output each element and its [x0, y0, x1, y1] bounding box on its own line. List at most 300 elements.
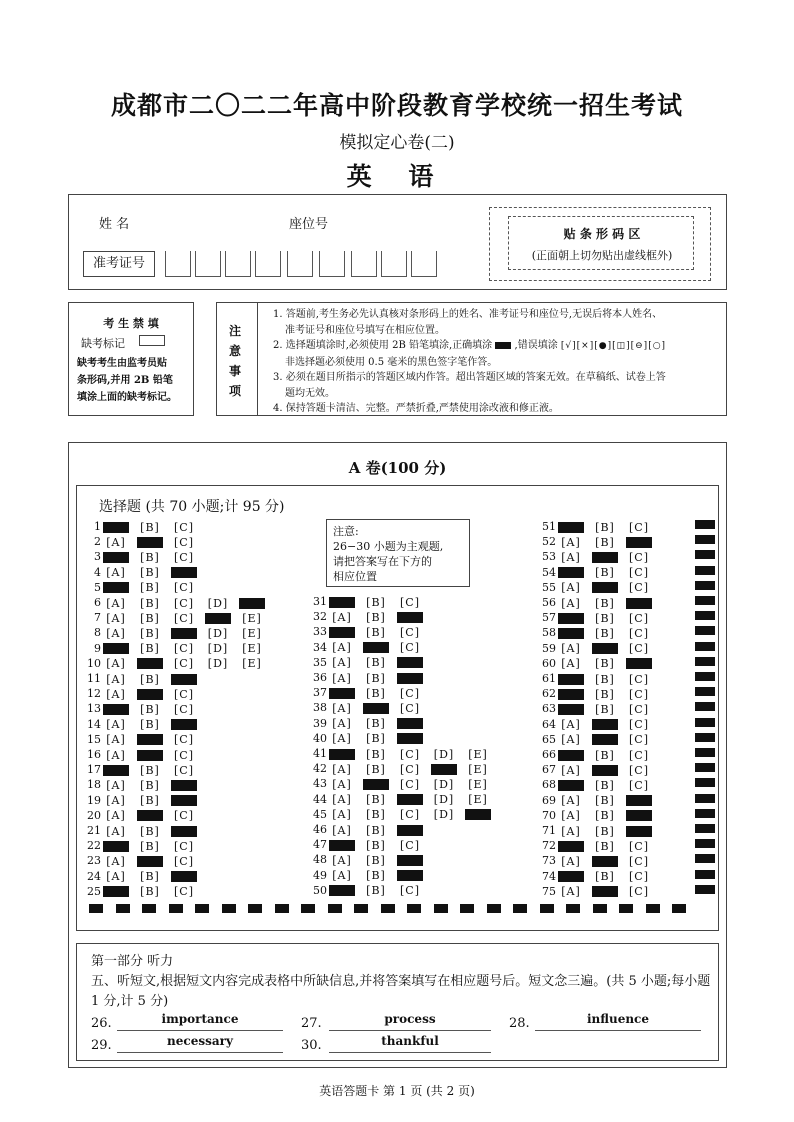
- timing-mark: [695, 550, 715, 559]
- listening-part-title: 第一部分 听力: [91, 954, 174, 969]
- option-bubble-C[interactable]: [171, 826, 197, 837]
- option-bubble-C[interactable]: [171, 795, 197, 806]
- option-bubble-E[interactable]: [E]: [468, 747, 488, 761]
- timing-mark: [646, 904, 660, 913]
- option-bubble-D[interactable]: [D]: [433, 793, 455, 807]
- option-bubble-E[interactable]: [E]: [242, 657, 262, 671]
- option-bubble-B[interactable]: [B]: [140, 626, 160, 640]
- option-bubble-C[interactable]: [C]: [174, 520, 194, 534]
- option-bubble-A[interactable]: [A]: [106, 794, 126, 808]
- option-bubble-C[interactable]: [C]: [629, 687, 649, 701]
- option-bubble-A[interactable]: [558, 613, 584, 624]
- question-number: 34: [313, 640, 327, 654]
- option-bubble-B[interactable]: [B]: [140, 824, 160, 838]
- question-row-37: [303, 686, 431, 700]
- option-bubble-B[interactable]: [B]: [366, 717, 386, 731]
- option-bubble-C[interactable]: [C]: [400, 701, 420, 715]
- option-bubble-C[interactable]: [626, 658, 652, 669]
- option-bubble-C[interactable]: [626, 537, 652, 548]
- option-bubble-A[interactable]: [A]: [106, 870, 126, 884]
- question-row-63: [532, 702, 660, 716]
- option-bubble-B[interactable]: [B]: [366, 625, 386, 639]
- option-bubble-C[interactable]: [171, 719, 197, 730]
- option-bubble-C[interactable]: [C]: [629, 626, 649, 640]
- question-row-55: [532, 581, 660, 595]
- option-bubble-A[interactable]: [A]: [106, 824, 126, 838]
- option-bubble-C[interactable]: [C]: [629, 550, 649, 564]
- option-bubble-C[interactable]: [C]: [629, 581, 649, 595]
- option-bubble-A[interactable]: [A]: [332, 823, 352, 837]
- question-number: 51: [542, 520, 556, 533]
- option-bubble-A[interactable]: [329, 840, 355, 851]
- option-bubble-A[interactable]: [A]: [561, 733, 581, 747]
- question-row-3: [77, 550, 205, 564]
- option-bubble-B[interactable]: [B]: [595, 778, 615, 792]
- option-bubble-E[interactable]: [E]: [242, 626, 262, 640]
- option-bubble-A[interactable]: [329, 597, 355, 608]
- option-bubble-C[interactable]: [C]: [400, 808, 420, 822]
- option-bubble-C[interactable]: [C]: [174, 687, 194, 701]
- option-bubble-B[interactable]: [363, 703, 389, 714]
- option-bubble-A[interactable]: [558, 522, 584, 533]
- option-bubble-C[interactable]: [C]: [174, 763, 194, 777]
- option-bubble-A[interactable]: [A]: [332, 777, 352, 791]
- option-bubble-C[interactable]: [C]: [400, 625, 420, 639]
- option-bubble-C[interactable]: [C]: [174, 611, 194, 625]
- question-row-7: [77, 611, 273, 625]
- timing-mark: [116, 904, 130, 913]
- option-bubble-A[interactable]: [103, 765, 129, 776]
- question-number: 55: [542, 580, 556, 594]
- option-bubble-B[interactable]: [592, 719, 618, 730]
- option-bubble-B[interactable]: [B]: [366, 869, 386, 883]
- option-bubble-A[interactable]: [A]: [106, 596, 126, 610]
- option-bubble-B[interactable]: [B]: [366, 762, 386, 776]
- option-bubble-A[interactable]: [103, 582, 129, 593]
- question-row-35: [303, 656, 431, 670]
- option-bubble-A[interactable]: [A]: [332, 701, 352, 715]
- bubble-column-3: [532, 520, 712, 900]
- option-bubble-B[interactable]: [137, 750, 163, 761]
- question-row-52: [532, 535, 660, 549]
- option-bubble-C[interactable]: [C]: [174, 809, 194, 823]
- question-number: 24: [87, 869, 101, 883]
- option-bubble-C[interactable]: [397, 825, 423, 836]
- option-bubble-C[interactable]: [C]: [400, 884, 420, 898]
- option-bubble-B[interactable]: [B]: [595, 748, 615, 762]
- option-bubble-C[interactable]: [C]: [174, 581, 194, 595]
- option-bubble-A[interactable]: [A]: [561, 824, 581, 838]
- option-bubble-B[interactable]: [B]: [140, 672, 160, 686]
- option-bubble-C[interactable]: [C]: [174, 535, 194, 549]
- question-number: 68: [542, 778, 556, 792]
- notes-text: 1. 答题前,考生务必先认真核对条形码上的姓名、准考证号和座位号,无误后将本人姓名、 准考证号和座位号填写在相应位置。 2. 选择题填涂时,必须使用 2B 铅笔填涂,正确填涂 ,错误填涂 [√][×][●][◫][⊖][○] 非选择题必须使用 0.5 毫米的黑色签字笔作答。 3. 必须在题目所指示的答题区域内作答。超出答题区域的答案无效。在草稿纸、试卷上答 题均无效。 4. 保持答题卡清洁、完整。严禁折叠,严禁使用涂改液和修正液。: [273, 309, 667, 414]
- option-bubble-D[interactable]: [D]: [433, 747, 455, 761]
- option-bubble-A[interactable]: [558, 628, 584, 639]
- option-bubble-C[interactable]: [C]: [629, 718, 649, 732]
- option-bubble-C[interactable]: [C]: [174, 702, 194, 716]
- option-bubble-C[interactable]: [C]: [629, 566, 649, 580]
- question-number: 52: [542, 535, 556, 549]
- option-bubble-C[interactable]: [626, 598, 652, 609]
- answer-26-field[interactable]: importance: [117, 1012, 283, 1031]
- option-bubble-A[interactable]: [558, 871, 584, 882]
- option-bubble-A[interactable]: [558, 567, 584, 578]
- option-bubble-C[interactable]: [C]: [174, 854, 194, 868]
- option-bubble-A[interactable]: [A]: [561, 596, 581, 610]
- question-number: 13: [87, 702, 101, 716]
- option-bubble-C[interactable]: [171, 567, 197, 578]
- option-bubble-C[interactable]: [397, 794, 423, 805]
- option-bubble-B[interactable]: [B]: [140, 550, 160, 564]
- option-bubble-B[interactable]: [B]: [595, 520, 615, 534]
- option-bubble-B[interactable]: [B]: [366, 686, 386, 700]
- option-bubble-C[interactable]: [C]: [174, 839, 194, 853]
- option-bubble-D[interactable]: [205, 613, 231, 624]
- option-bubble-C[interactable]: [C]: [629, 885, 649, 899]
- option-bubble-A[interactable]: [558, 841, 584, 852]
- option-bubble-B[interactable]: [B]: [140, 611, 160, 625]
- option-bubble-B[interactable]: [B]: [366, 808, 386, 822]
- option-bubble-C[interactable]: [626, 810, 652, 821]
- option-bubble-A[interactable]: [A]: [561, 657, 581, 671]
- option-bubble-E[interactable]: [E]: [468, 793, 488, 807]
- answer-30-field[interactable]: thankful: [329, 1034, 491, 1053]
- question-row-65: [532, 733, 660, 747]
- option-bubble-C[interactable]: [C]: [629, 839, 649, 853]
- option-bubble-B[interactable]: [B]: [366, 656, 386, 670]
- notes-side-label: 注 意 事 项: [229, 324, 242, 398]
- option-bubble-B[interactable]: [137, 810, 163, 821]
- option-bubble-B[interactable]: [B]: [140, 566, 160, 580]
- answer-29-field[interactable]: necessary: [117, 1034, 283, 1053]
- option-bubble-A[interactable]: [A]: [106, 611, 126, 625]
- option-bubble-A[interactable]: [103, 886, 129, 897]
- option-bubble-A[interactable]: [A]: [332, 808, 352, 822]
- option-bubble-C[interactable]: [C]: [400, 838, 420, 852]
- option-bubble-B[interactable]: [B]: [140, 702, 160, 716]
- option-bubble-B[interactable]: [592, 582, 618, 593]
- option-bubble-B[interactable]: [B]: [366, 671, 386, 685]
- question-number: 36: [313, 671, 327, 684]
- option-bubble-A[interactable]: [103, 552, 129, 563]
- option-bubble-C[interactable]: [C]: [629, 778, 649, 792]
- option-bubble-C[interactable]: [C]: [174, 657, 194, 671]
- option-bubble-A[interactable]: [A]: [561, 718, 581, 732]
- option-bubble-B[interactable]: [592, 734, 618, 745]
- timing-mark: [354, 904, 368, 913]
- option-bubble-B[interactable]: [B]: [595, 672, 615, 686]
- option-bubble-D[interactable]: [D]: [433, 777, 455, 791]
- option-bubble-E[interactable]: [465, 809, 491, 820]
- option-bubble-C[interactable]: [C]: [174, 748, 194, 762]
- option-bubble-B[interactable]: [B]: [366, 595, 386, 609]
- option-bubble-A[interactable]: [103, 704, 129, 715]
- option-bubble-C[interactable]: [C]: [400, 777, 420, 791]
- option-bubble-A[interactable]: [A]: [561, 763, 581, 777]
- option-bubble-E[interactable]: [E]: [242, 611, 262, 625]
- question-row-48: [303, 853, 431, 867]
- question-row-9: [77, 642, 273, 656]
- option-bubble-B[interactable]: [592, 643, 618, 654]
- option-bubble-C[interactable]: [C]: [174, 642, 194, 656]
- timing-mark: [695, 596, 715, 605]
- option-bubble-E[interactable]: [239, 598, 265, 609]
- option-bubble-A[interactable]: [A]: [561, 581, 581, 595]
- option-bubble-C[interactable]: [C]: [629, 642, 649, 656]
- option-bubble-B[interactable]: [137, 537, 163, 548]
- timing-mark: [695, 581, 715, 590]
- option-bubble-A[interactable]: [A]: [106, 733, 126, 747]
- option-bubble-C[interactable]: [397, 870, 423, 881]
- option-bubble-C[interactable]: [C]: [400, 747, 420, 761]
- option-bubble-A[interactable]: [A]: [106, 566, 126, 580]
- option-bubble-B[interactable]: [137, 734, 163, 745]
- timing-mark: [593, 904, 607, 913]
- option-bubble-B[interactable]: [592, 552, 618, 563]
- option-bubble-A[interactable]: [A]: [332, 610, 352, 624]
- question-number: 50: [313, 883, 327, 897]
- option-bubble-B[interactable]: [B]: [366, 747, 386, 761]
- option-bubble-A[interactable]: [558, 780, 584, 791]
- option-bubble-B[interactable]: [137, 689, 163, 700]
- option-bubble-A[interactable]: [A]: [106, 854, 126, 868]
- option-bubble-A[interactable]: [329, 885, 355, 896]
- option-bubble-B[interactable]: [592, 856, 618, 867]
- option-bubble-B[interactable]: [B]: [140, 718, 160, 732]
- option-bubble-B[interactable]: [B]: [595, 626, 615, 640]
- option-bubble-B[interactable]: [592, 886, 618, 897]
- option-bubble-C[interactable]: [397, 733, 423, 744]
- option-bubble-A[interactable]: [A]: [332, 869, 352, 883]
- option-bubble-B[interactable]: [B]: [366, 838, 386, 852]
- option-bubble-C[interactable]: [171, 674, 197, 685]
- option-bubble-A[interactable]: [329, 627, 355, 638]
- option-bubble-A[interactable]: [A]: [332, 732, 352, 746]
- option-bubble-B[interactable]: [B]: [595, 657, 615, 671]
- question-number: 64: [542, 717, 556, 731]
- option-bubble-B[interactable]: [B]: [140, 642, 160, 656]
- option-bubble-B[interactable]: [B]: [595, 687, 615, 701]
- option-bubble-A[interactable]: [329, 749, 355, 760]
- option-bubble-C[interactable]: [C]: [400, 686, 420, 700]
- question-number: 54: [542, 565, 556, 579]
- option-bubble-B[interactable]: [B]: [595, 702, 615, 716]
- question-row-62: [532, 687, 660, 701]
- option-bubble-A[interactable]: [103, 643, 129, 654]
- option-bubble-A[interactable]: [A]: [332, 793, 352, 807]
- option-bubble-B[interactable]: [363, 779, 389, 790]
- option-bubble-C[interactable]: [C]: [629, 763, 649, 777]
- option-bubble-A[interactable]: [A]: [106, 687, 126, 701]
- option-bubble-C[interactable]: [C]: [629, 748, 649, 762]
- question-row-70: [532, 809, 660, 823]
- option-bubble-A[interactable]: [A]: [332, 717, 352, 731]
- option-bubble-B[interactable]: [B]: [595, 566, 615, 580]
- question-number: 40: [313, 731, 327, 745]
- question-row-39: [303, 717, 431, 731]
- option-bubble-B[interactable]: [B]: [595, 596, 615, 610]
- option-bubble-A[interactable]: [A]: [106, 809, 126, 823]
- question-number: 74: [542, 869, 556, 883]
- option-bubble-B[interactable]: [B]: [595, 839, 615, 853]
- option-bubble-B[interactable]: [B]: [595, 794, 615, 808]
- question-row-58: [532, 626, 660, 640]
- question-number: 49: [313, 868, 327, 882]
- option-bubble-B[interactable]: [B]: [366, 610, 386, 624]
- option-bubble-C[interactable]: [C]: [174, 550, 194, 564]
- exam-number-label: 准考证号: [83, 251, 155, 277]
- option-bubble-B[interactable]: [B]: [140, 839, 160, 853]
- question-row-50: [303, 884, 431, 898]
- absent-mark-label: 缺考标记: [81, 337, 125, 350]
- option-bubble-A[interactable]: [558, 750, 584, 761]
- option-bubble-A[interactable]: [103, 841, 129, 852]
- option-bubble-B[interactable]: [B]: [366, 823, 386, 837]
- option-bubble-B[interactable]: [B]: [366, 884, 386, 898]
- option-bubble-A[interactable]: [A]: [561, 885, 581, 899]
- option-bubble-B[interactable]: [B]: [140, 596, 160, 610]
- option-bubble-B[interactable]: [B]: [366, 793, 386, 807]
- option-bubble-E[interactable]: [E]: [242, 642, 262, 656]
- option-bubble-C[interactable]: [C]: [629, 672, 649, 686]
- question-number: 14: [87, 717, 101, 731]
- question-number: 46: [313, 823, 327, 836]
- option-bubble-C[interactable]: [C]: [400, 595, 420, 609]
- option-bubble-E[interactable]: [E]: [468, 777, 488, 791]
- option-bubble-A[interactable]: [A]: [561, 809, 581, 823]
- question-row-74: [532, 870, 660, 884]
- option-bubble-A[interactable]: [A]: [106, 748, 126, 762]
- option-bubble-C[interactable]: [626, 826, 652, 837]
- answer-28-field[interactable]: influence: [535, 1012, 701, 1031]
- option-bubble-C[interactable]: [C]: [629, 870, 649, 884]
- option-bubble-A[interactable]: [A]: [106, 626, 126, 640]
- absent-description: 缺考考生由监考员贴 条形码,并用 2B 铅笔 填涂上面的缺考标记。: [77, 358, 177, 403]
- timing-mark: [407, 904, 421, 913]
- option-bubble-B[interactable]: [B]: [595, 870, 615, 884]
- option-bubble-A[interactable]: [A]: [332, 671, 352, 685]
- option-bubble-C[interactable]: [C]: [629, 520, 649, 534]
- question-row-57: [532, 611, 660, 625]
- absent-mark-box[interactable]: [139, 335, 165, 346]
- option-bubble-C[interactable]: [171, 871, 197, 882]
- option-bubble-A[interactable]: [A]: [106, 672, 126, 686]
- option-bubble-A[interactable]: [A]: [106, 718, 126, 732]
- option-bubble-B[interactable]: [B]: [140, 870, 160, 884]
- option-bubble-A[interactable]: [329, 688, 355, 699]
- option-bubble-C[interactable]: [C]: [629, 702, 649, 716]
- question-row-16: [77, 748, 205, 762]
- timing-mark: [275, 904, 289, 913]
- option-bubble-C[interactable]: [C]: [400, 641, 420, 655]
- option-bubble-B[interactable]: [B]: [595, 611, 615, 625]
- question-row-15: [77, 733, 205, 747]
- option-bubble-D[interactable]: [D]: [433, 808, 455, 822]
- timing-mark: [460, 904, 474, 913]
- timing-mark: [695, 718, 715, 727]
- option-bubble-A[interactable]: [A]: [561, 535, 581, 549]
- option-bubble-B[interactable]: [363, 642, 389, 653]
- option-bubble-D[interactable]: [D]: [207, 657, 229, 671]
- option-bubble-D[interactable]: [D]: [207, 626, 229, 640]
- option-bubble-C[interactable]: [397, 718, 423, 729]
- timing-mark: [248, 904, 262, 913]
- option-bubble-A[interactable]: [A]: [106, 778, 126, 792]
- option-bubble-C[interactable]: [C]: [174, 885, 194, 899]
- option-bubble-A[interactable]: [103, 522, 129, 533]
- option-bubble-A[interactable]: [A]: [332, 762, 352, 776]
- option-bubble-B[interactable]: [B]: [140, 778, 160, 792]
- option-bubble-C[interactable]: [C]: [174, 733, 194, 747]
- option-bubble-A[interactable]: [A]: [561, 854, 581, 868]
- option-bubble-B[interactable]: [B]: [595, 824, 615, 838]
- option-bubble-C[interactable]: [C]: [629, 733, 649, 747]
- option-bubble-A[interactable]: [558, 689, 584, 700]
- option-bubble-C[interactable]: [C]: [174, 596, 194, 610]
- option-bubble-C[interactable]: [397, 612, 423, 623]
- option-bubble-A[interactable]: [A]: [561, 794, 581, 808]
- timing-mark: [695, 566, 715, 575]
- option-bubble-C[interactable]: [171, 780, 197, 791]
- option-bubble-B[interactable]: [B]: [595, 535, 615, 549]
- option-bubble-B[interactable]: [B]: [140, 520, 160, 534]
- option-bubble-C[interactable]: [C]: [629, 611, 649, 625]
- option-bubble-A[interactable]: [558, 704, 584, 715]
- option-bubble-A[interactable]: [A]: [561, 642, 581, 656]
- option-bubble-A[interactable]: [558, 674, 584, 685]
- option-bubble-B[interactable]: [B]: [595, 809, 615, 823]
- option-bubble-C[interactable]: [397, 657, 423, 668]
- option-bubble-A[interactable]: [A]: [106, 535, 126, 549]
- page-title: 成都市二〇二二年高中阶段教育学校统一招生考试: [110, 91, 683, 120]
- answer-27-field[interactable]: process: [329, 1012, 491, 1031]
- option-bubble-A[interactable]: [A]: [561, 550, 581, 564]
- option-bubble-C[interactable]: [397, 673, 423, 684]
- option-bubble-B[interactable]: [B]: [140, 794, 160, 808]
- option-bubble-B[interactable]: [137, 658, 163, 669]
- option-bubble-C[interactable]: [397, 855, 423, 866]
- option-bubble-C[interactable]: [171, 628, 197, 639]
- option-bubble-B[interactable]: [B]: [140, 763, 160, 777]
- barcode-note: (正面朝上切勿贴出虚线框外): [531, 249, 673, 262]
- option-bubble-B[interactable]: [137, 856, 163, 867]
- option-bubble-C[interactable]: [C]: [400, 762, 420, 776]
- option-bubble-A[interactable]: [A]: [332, 641, 352, 655]
- question-number: 60: [542, 656, 556, 670]
- option-bubble-B[interactable]: [B]: [140, 885, 160, 899]
- option-bubble-B[interactable]: [592, 765, 618, 776]
- option-bubble-B[interactable]: [B]: [140, 581, 160, 595]
- option-bubble-D[interactable]: [D]: [207, 642, 229, 656]
- option-bubble-A[interactable]: [A]: [332, 656, 352, 670]
- option-bubble-A[interactable]: [A]: [332, 853, 352, 867]
- timing-mark: [695, 839, 715, 848]
- option-bubble-B[interactable]: [B]: [366, 732, 386, 746]
- option-bubble-A[interactable]: [A]: [106, 657, 126, 671]
- option-bubble-D[interactable]: [D]: [207, 596, 229, 610]
- option-bubble-D[interactable]: [431, 764, 457, 775]
- option-bubble-B[interactable]: [B]: [366, 853, 386, 867]
- timing-mark: [434, 904, 448, 913]
- option-bubble-E[interactable]: [E]: [468, 762, 488, 776]
- option-bubble-C[interactable]: [626, 795, 652, 806]
- question-number: 15: [87, 732, 101, 746]
- question-number: 2: [94, 535, 101, 549]
- question-number: 23: [87, 854, 101, 868]
- exam-number-cells[interactable]: [165, 251, 445, 277]
- option-bubble-C[interactable]: [C]: [629, 854, 649, 868]
